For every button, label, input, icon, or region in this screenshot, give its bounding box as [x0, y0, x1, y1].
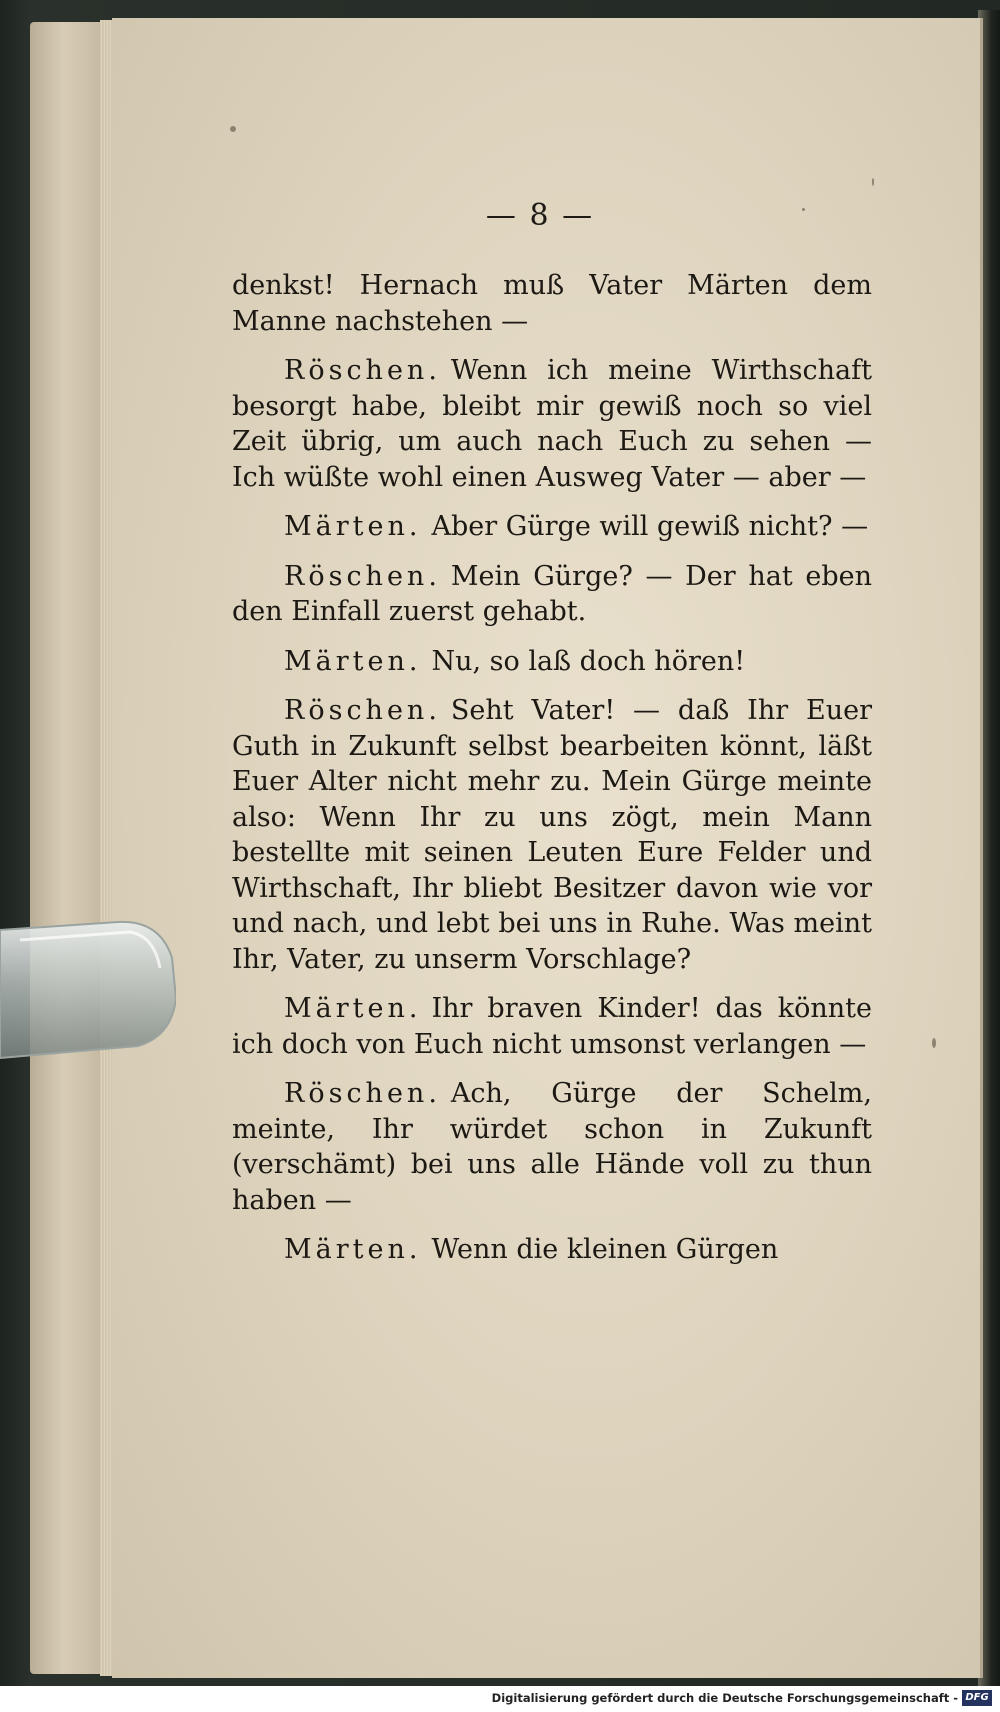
speaker-name: Märten. — [284, 645, 422, 677]
paper-speck — [230, 126, 236, 132]
paragraph-text: Aber Gürge will gewiß nicht? — — [431, 511, 869, 542]
paragraph — [232, 991, 872, 1062]
paragraph-text: Nu, so laß doch hören! — [431, 645, 746, 677]
speaker-name: Röschen. — [284, 695, 441, 726]
speaker-name: Märten. — [284, 993, 422, 1024]
dfg-logo: DFG — [962, 1690, 992, 1706]
page-text — [232, 268, 872, 1282]
speaker-name: Märten. — [284, 1234, 422, 1265]
paper-speck — [872, 178, 874, 186]
paragraph — [232, 559, 872, 630]
paragraph-text: Ach, Gürge der Schelm, meinte, Ihr würdet schon in Zukunft (verschämt) bei uns alle Hände voll zu thun haben — — [232, 1078, 872, 1216]
paragraph — [232, 644, 872, 680]
paragraph — [232, 1076, 872, 1218]
speaker-name: Märten. — [284, 511, 422, 542]
paper-speck — [802, 208, 805, 211]
paragraph-text: Mein Gürge? — Der hat eben den Einfall zuerst gehabt. — [232, 560, 872, 627]
paragraph — [232, 1232, 872, 1268]
paragraph-text: Ihr braven Kinder! das könnte ich doch von Euch nicht umsonst verlangen — — [232, 993, 872, 1060]
paragraph — [232, 353, 872, 495]
footer-credit: Digitalisierung gefördert durch die Deutsche Forschungsgemeinschaft - — [491, 1691, 958, 1705]
footer-bar — [0, 1686, 1000, 1712]
paragraph-text: Wenn ich meine Wirthschaft besorgt habe, bleibt mir gewiß noch so viel Zeit übrig, um auch nach Euch zu sehen — Ich wüßte wohl einen Ausweg Vater — aber — — [232, 355, 872, 493]
paragraph-text: Seht Vater! — daß Ihr Euer Guth in Zukunft selbst bearbeiten könnt, läßt Euer Alter nicht mehr zu. Mein Gürge meinte also: Wenn Ihr zu uns zögt, mein Mann bestellte mit seinen Leuten Eure Felder und Wirthschaft, Ihr bliebt Besitzer davon wie vor und nach, und lebt bei uns in Ruhe. Was meint Ihr, Vater, zu unserm Vorschlage? — [232, 695, 872, 975]
speaker-name: Röschen. — [284, 560, 441, 592]
speaker-name: Röschen. — [284, 355, 441, 386]
paragraph — [232, 509, 872, 545]
paragraph — [232, 693, 872, 977]
paper-speck — [932, 1038, 936, 1048]
paragraph-text: denkst! Hernach muß Vater Märten dem Manne nachstehen — — [232, 270, 872, 337]
paragraph — [232, 268, 872, 339]
paragraph-text: Wenn die kleinen Gürgen — [431, 1234, 779, 1265]
page-number: — 8 — — [485, 198, 595, 233]
speaker-name: Röschen. — [284, 1078, 441, 1109]
